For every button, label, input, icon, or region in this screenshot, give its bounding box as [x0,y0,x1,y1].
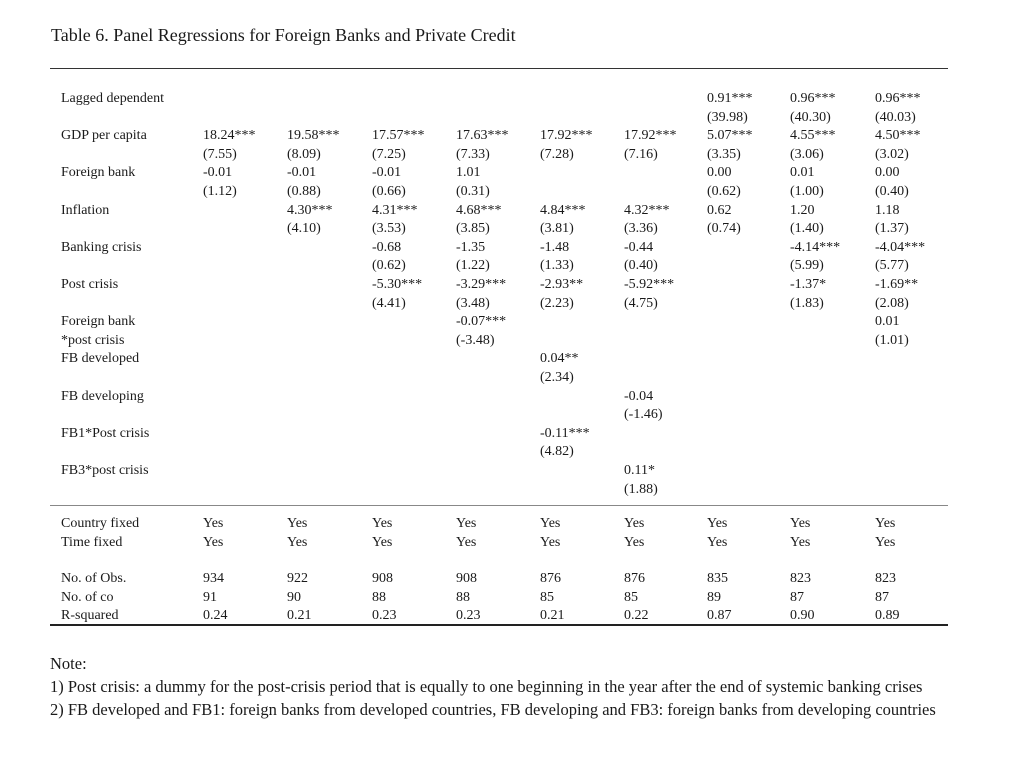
tstat-cell: (4.10) [287,221,321,237]
tstat-cell: (39.98) [707,109,748,125]
fixed-effect-cell: Yes [287,535,308,550]
stat-cell: 908 [456,571,477,586]
stat-cell: 0.90 [790,608,815,623]
tstat-cell: (0.62) [372,258,406,274]
table-top-rule [50,68,948,69]
coefficient-cell: 17.57*** [372,128,425,144]
fixed-effect-label: Country fixed [61,516,140,531]
fixed-effect-cell: Yes [203,516,224,531]
stat-cell: 87 [790,590,804,605]
stat-cell: 89 [707,590,721,605]
coefficient-cell: 1.20 [790,202,815,218]
stat-cell: 934 [203,571,224,586]
coefficient-cell: 0.62 [707,202,732,218]
row-label: Foreign bank [61,314,136,330]
coefficient-cell: -4.04*** [875,239,926,255]
tstat-cell: (3.02) [875,146,909,162]
row-label: FB1*Post crisis [61,425,150,441]
tstat-cell: (1.37) [875,221,909,237]
stat-cell: 908 [372,571,393,586]
coefficient-cell: -0.01 [203,165,233,181]
coefficient-cell: -0.04 [624,388,654,404]
note-heading: Note: [50,654,87,673]
tstat-cell: (7.33) [456,146,490,162]
row-label: Foreign bank [61,165,136,181]
tstat-cell: (5.99) [790,258,824,274]
tstat-cell: (1.88) [624,481,658,497]
coefficient-cell: -2.93** [540,277,584,292]
tstat-cell: (1.83) [790,295,824,311]
tstat-cell: (1.22) [456,258,490,274]
tstat-cell: (7.28) [540,146,574,162]
row-label: FB3*post crisis [61,463,149,478]
fixed-effect-cell: Yes [372,516,393,531]
coefficient-cell: 1.18 [875,202,900,218]
stat-cell: 0.21 [287,608,312,623]
stat-cell: 88 [456,590,470,605]
coefficient-cell: -5.92*** [624,277,675,292]
tstat-cell: (2.23) [540,295,574,311]
fixed-effect-cell: Yes [372,535,393,550]
coefficient-cell: 0.01 [875,314,900,330]
stat-label: No. of co [61,590,114,605]
fixed-effect-cell: Yes [707,535,728,550]
fixed-effect-cell: Yes [287,516,308,531]
stat-cell: 0.23 [372,608,397,623]
tstat-cell: (7.16) [624,146,658,162]
stat-cell: 85 [540,590,554,605]
table-middle-rule [50,505,948,506]
fixed-effect-cell: Yes [624,535,645,550]
tstat-cell: (4.82) [540,444,574,460]
tstat-cell: (40.30) [790,109,831,125]
tstat-cell: (0.88) [287,184,321,199]
coefficient-cell: 0.96*** [790,91,836,106]
fixed-effect-cell: Yes [624,516,645,531]
tstat-cell: (1.12) [203,184,237,199]
tstat-cell: (7.55) [203,146,237,162]
tstat-cell: (1.01) [875,332,909,348]
tstat-cell: (3.06) [790,146,824,162]
coefficient-cell: -1.37* [790,277,827,292]
coefficient-cell: 4.68*** [456,202,502,218]
note-item: 2) FB developed and FB1: foreign banks from developed countries, FB developing and FB3: foreign banks from developing countries [50,700,936,719]
coefficient-cell: -0.01 [372,165,402,181]
row-label: FB developed [61,351,140,367]
coefficient-cell: 4.84*** [540,202,586,218]
coefficient-cell: -0.44 [624,239,654,255]
row-label: FB developing [61,388,144,404]
coefficient-cell: 0.91*** [707,91,753,106]
coefficient-cell: -1.69** [875,277,919,292]
coefficient-cell: 0.96*** [875,91,921,106]
row-label: Banking crisis [61,239,142,255]
row-label: Post crisis [61,277,119,292]
fixed-effect-cell: Yes [875,535,896,550]
coefficient-cell: -3.29*** [456,277,507,292]
tstat-cell: (1.33) [540,258,574,274]
stat-cell: 85 [624,590,638,605]
coefficient-cell: -0.68 [372,239,402,255]
row-label: GDP per capita [61,128,147,144]
coefficient-cell: 0.00 [707,165,732,181]
coefficient-cell: 4.55*** [790,128,836,144]
tstat-cell: (3.48) [456,295,490,311]
stat-cell: 90 [287,590,301,605]
stat-cell: 0.23 [456,608,481,623]
coefficient-cell: -0.01 [287,165,317,181]
stat-cell: 0.21 [540,608,565,623]
coefficient-cell: -0.11*** [540,425,590,441]
stat-cell: 0.87 [707,608,732,623]
tstat-cell: (0.66) [372,184,406,199]
coefficient-cell: 0.01 [790,165,815,181]
table-notes [50,652,970,721]
tstat-cell: (3.35) [707,146,741,162]
row-label: Inflation [61,202,110,218]
stat-cell: 88 [372,590,386,605]
tstat-cell: (0.40) [624,258,658,274]
coefficient-cell: 4.50*** [875,128,921,144]
tstat-cell: (1.40) [790,221,824,237]
coefficient-cell: 19.58*** [287,128,340,144]
coefficient-cell: 4.32*** [624,202,670,218]
coefficient-cell: 5.07*** [707,128,753,144]
coefficient-cell: 4.30*** [287,202,333,218]
coefficient-cell: 18.24*** [203,128,256,144]
fixed-effect-cell: Yes [540,535,561,550]
tstat-cell: (3.85) [456,221,490,237]
coefficient-cell: 0.04** [540,351,579,367]
stat-cell: 823 [790,571,811,586]
coefficient-cell: -0.07*** [456,314,507,330]
tstat-cell: (0.31) [456,184,490,199]
tstat-cell: (7.25) [372,146,406,162]
table-title: Table 6. Panel Regressions for Foreign Banks and Private Credit [51,25,516,45]
row-label-continued: *post crisis [61,332,125,348]
fixed-effect-cell: Yes [456,535,477,550]
tstat-cell: (1.00) [790,184,824,199]
coefficient-cell: 4.31*** [372,202,418,218]
tstat-cell: (2.34) [540,370,574,385]
coefficient-cell: 17.92*** [624,128,677,144]
tstat-cell: (3.53) [372,221,406,237]
tstat-cell: (2.08) [875,295,909,311]
coefficient-cell: 0.00 [875,165,900,181]
tstat-cell: (40.03) [875,109,916,125]
tstat-cell: (0.40) [875,184,909,199]
fixed-effect-cell: Yes [790,535,811,550]
fixed-effect-cell: Yes [540,516,561,531]
stat-cell: 0.89 [875,608,900,623]
stat-cell: 835 [707,571,728,586]
stat-label: No. of Obs. [61,571,127,586]
coefficient-cell: -5.30*** [372,277,423,292]
note-item: 1) Post crisis: a dummy for the post-crisis period that is equally to one beginning in the year after the end of systemic banking crises [50,677,923,696]
fixed-effect-cell: Yes [707,516,728,531]
tstat-cell: (8.09) [287,146,321,162]
row-label: Lagged dependent [61,91,165,106]
stat-cell: 876 [540,571,561,586]
fixed-effect-cell: Yes [875,516,896,531]
stat-cell: 0.22 [624,608,649,623]
fixed-effect-cell: Yes [203,535,224,550]
coefficient-cell: 17.63*** [456,128,509,144]
tstat-cell: (-1.46) [624,407,663,423]
stat-cell: 823 [875,571,896,586]
tstat-cell: (4.75) [624,295,658,311]
fixed-effect-cell: Yes [456,516,477,531]
tstat-cell: (0.74) [707,221,741,237]
coefficient-cell: 17.92*** [540,128,593,144]
stat-cell: 876 [624,571,645,586]
fixed-effect-cell: Yes [790,516,811,531]
fixed-effect-label: Time fixed [61,535,123,550]
tstat-cell: (4.41) [372,295,406,311]
stat-cell: 0.24 [203,608,228,623]
coefficient-cell: -4.14*** [790,239,841,255]
stat-label: R-squared [61,608,119,623]
coefficient-cell: -1.35 [456,239,486,255]
tstat-cell: (-3.48) [456,332,495,348]
stat-cell: 87 [875,590,889,605]
tstat-cell: (0.62) [707,184,741,199]
stat-cell: 922 [287,571,308,586]
tstat-cell: (3.81) [540,221,574,237]
stat-cell: 91 [203,590,217,605]
coefficient-cell: 1.01 [456,165,481,181]
tstat-cell: (3.36) [624,221,658,237]
coefficient-cell: -1.48 [540,239,570,255]
coefficient-cell: 0.11* [624,463,655,478]
tstat-cell: (5.77) [875,258,909,274]
